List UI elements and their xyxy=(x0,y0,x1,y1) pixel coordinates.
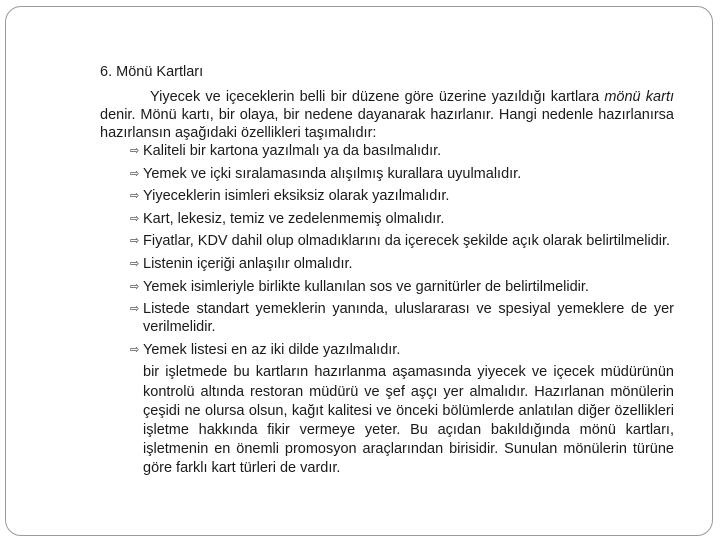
slide-content xyxy=(100,88,674,479)
list-item xyxy=(100,300,674,336)
hollow-arrow-bullet-icon: ⇨ xyxy=(130,145,140,157)
list-item xyxy=(100,278,674,296)
intro-rest: denir. Mönü kartı, bir olaya, bir nedene dayanarak hazırlanır. Hangi nedenle hazırlanırsa hazırlansın aşağıdaki özellikleri taşımalıdır: xyxy=(100,107,674,141)
list-item-text: Fiyatlar, KDV dahil olup olmadıklarını da içerecek şekilde açık olarak belirtilmelidir. xyxy=(143,233,671,250)
closing-paragraph: bir işletmede bu kartların hazırlanma aşamasında yiyecek ve içecek müdürünün kontrolü altında restoran müdürü ve şef aşçı yer almalıdır. Hazırlanan mönülerin çeşidi ne olursa olsun, kağıt kalitesi ve önceki bölümlerde anlatılan diğer özellikleri işletme hakkında fikir vermeye yeter. Bu açıdan bakıldığında mönü kartları, işletmenin en önemli promosyon araçlarından birisidir. Sunulan mönülerin türüne göre farklı kart türleri de vardır. xyxy=(143,364,674,477)
hollow-arrow-bullet-icon: ⇨ xyxy=(130,257,140,270)
list-item-text: Listede standart yemeklerin yanında, uluslararası ve spesiyal yemeklere de yer verilmelidir. xyxy=(143,301,674,336)
list-item xyxy=(100,165,674,183)
hollow-arrow-bullet-icon: ⇨ xyxy=(130,343,140,356)
intro-lead: Yiyecek ve içeceklerin belli bir düzene göre üzerine yazıldığı kartlara xyxy=(150,89,605,105)
hollow-arrow-bullet-icon: ⇨ xyxy=(130,167,140,180)
list-item-text: Yemek ve içki sıralamasında alışılmış kurallara uyulmalıdır. xyxy=(143,165,522,182)
list-item-text: Listenin içeriği anlaşılır olmalıdır. xyxy=(143,255,353,272)
list-item xyxy=(100,232,674,250)
hollow-arrow-bullet-icon: ⇨ xyxy=(130,303,140,316)
list-item-text: Kart, lekesiz, temiz ve zedelenmemiş olmalıdır. xyxy=(143,210,445,227)
list-item-text: Yemek listesi en az iki dilde yazılmalıdır. xyxy=(143,341,401,358)
list-item xyxy=(100,341,674,359)
page-title: 6. Mönü Kartları xyxy=(100,64,204,80)
hollow-arrow-bullet-icon: ⇨ xyxy=(130,235,140,248)
hollow-arrow-bullet-icon: ⇨ xyxy=(130,280,140,293)
list-item xyxy=(100,187,674,205)
intro-paragraph xyxy=(100,88,674,142)
list-item xyxy=(100,142,674,160)
list-item-text: Yemek isimleriyle birlikte kullanılan sos ve garnitürler de belirtilmelidir. xyxy=(143,278,589,295)
intro-italic-term: mönü kartı xyxy=(604,89,675,105)
list-item-text: Kaliteli bir kartona yazılmalı ya da basılmalıdır. xyxy=(143,143,442,159)
list-item xyxy=(100,255,674,273)
requirements-list xyxy=(100,142,674,359)
list-item-text: Yiyeceklerin isimleri eksiksiz olarak yazılmalıdır. xyxy=(143,188,450,205)
hollow-arrow-bullet-icon: ⇨ xyxy=(130,212,140,225)
list-item xyxy=(100,210,674,228)
hollow-arrow-bullet-icon: ⇨ xyxy=(130,190,140,203)
